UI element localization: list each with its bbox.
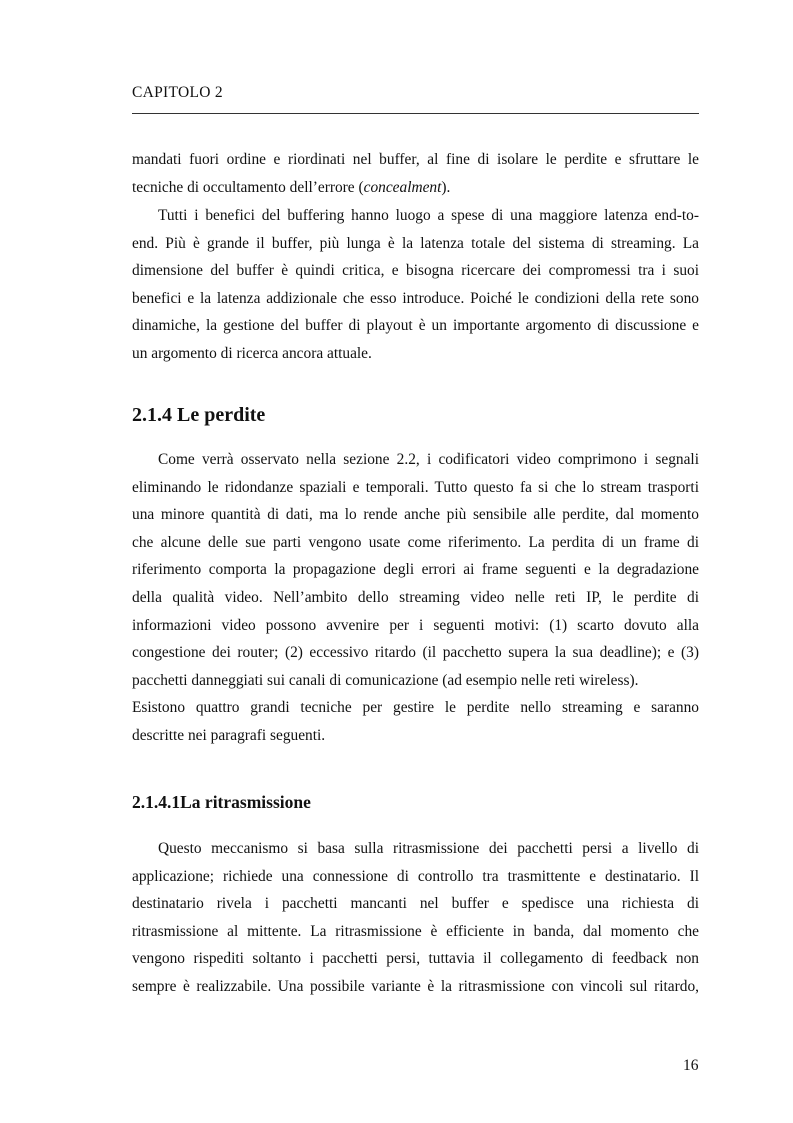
text-line: Come verrà osservato nella sezione 2.2, i codificatori video comprimono i segnali bbox=[158, 451, 699, 468]
section-heading: 2.1.4 Le perdite bbox=[132, 404, 266, 426]
text-line: della qualità video. Nell’ambito dello streaming video nelle reti IP, le perdite di bbox=[132, 588, 699, 606]
paragraph-retransmission bbox=[132, 835, 699, 1001]
text-line: che alcune delle sue parti vengono usate come riferimento. La perdita di un frame di bbox=[132, 533, 699, 551]
paragraph-losses bbox=[132, 446, 699, 694]
text-line: pacchetti danneggiati sui canali di comunicazione (ad esempio nelle reti wireless). bbox=[132, 671, 639, 689]
text-line bbox=[132, 174, 699, 202]
subsection-heading: 2.1.4.1La ritrasmissione bbox=[132, 792, 311, 812]
text-line: descritte nei paragrafi seguenti. bbox=[132, 726, 326, 744]
text-line: destinatario rivela i pacchetti mancanti nel buffer e spedisce una richiesta di bbox=[132, 895, 699, 913]
text-line: sempre è realizzabile. Una possibile variante è la ritrasmissione con vincoli sul ritardo, bbox=[132, 977, 699, 995]
text-line: un argomento di ricerca ancora attuale. bbox=[132, 344, 372, 362]
text-line: eliminando le ridondanze spaziali e temporali. Tutto questo fa si che lo stream trasporti bbox=[132, 478, 699, 496]
text-line: congestione dei router; (2) eccessivo ritardo (il pacchetto supera la sua deadline); e (3) bbox=[132, 644, 699, 662]
paragraph-buffering-latency bbox=[132, 202, 699, 368]
paragraph-techniques bbox=[132, 694, 699, 749]
text-line: riferimento comporta la propagazione degli errori ai frame seguenti e la degradazione bbox=[132, 561, 699, 579]
text-line: benefici e la latenza addizionale che esso introduce. Poiché le condizioni della rete sono bbox=[132, 289, 699, 307]
header-rule bbox=[132, 113, 699, 114]
text-line: dimensione del buffer è quindi critica, e bisogna ricercare dei compromessi tra i suoi bbox=[132, 262, 699, 280]
text-line: vengono rispediti soltanto i pacchetti persi, tuttavia il collegamento di feedback non bbox=[132, 950, 699, 968]
text-line: informazioni video possono avvenire per i seguenti motivi: (1) scarto dovuto alla bbox=[132, 616, 699, 634]
italic-term: concealment bbox=[363, 178, 442, 196]
text-line: ritrasmissione al mittente. La ritrasmissione è efficiente in banda, dal momento che bbox=[132, 922, 699, 940]
text-line: dinamiche, la gestione del buffer di playout è un importante argomento di discussione e bbox=[132, 317, 699, 335]
text-line: applicazione; richiede una connessione di controllo tra trasmittente e destinatario. Il bbox=[132, 867, 699, 885]
chapter-header: CAPITOLO 2 bbox=[132, 84, 223, 101]
text-line: mandati fuori ordine e riordinati nel buffer, al fine di isolare le perdite e sfruttare le bbox=[132, 151, 699, 168]
paragraph-buffer-continuation bbox=[132, 146, 699, 201]
text-run: tecniche di occultamento dell’errore ( bbox=[132, 178, 364, 196]
text-run: ). bbox=[441, 178, 451, 196]
text-line: Questo meccanismo si basa sulla ritrasmissione dei pacchetti persi a livello di bbox=[158, 840, 699, 857]
text-line: una minore quantità di dati, ma lo rende anche più sensibile alle perdite, dal momento bbox=[132, 506, 699, 524]
text-line: end. Più è grande il buffer, più lunga è la latenza totale del sistema di streaming. La bbox=[132, 234, 699, 252]
text-line: Tutti i benefici del buffering hanno luogo a spese di una maggiore latenza end-to- bbox=[158, 207, 699, 224]
text-line: Esistono quattro grandi tecniche per gestire le perdite nello streaming e saranno bbox=[132, 699, 699, 716]
page-number: 16 bbox=[683, 1057, 699, 1074]
